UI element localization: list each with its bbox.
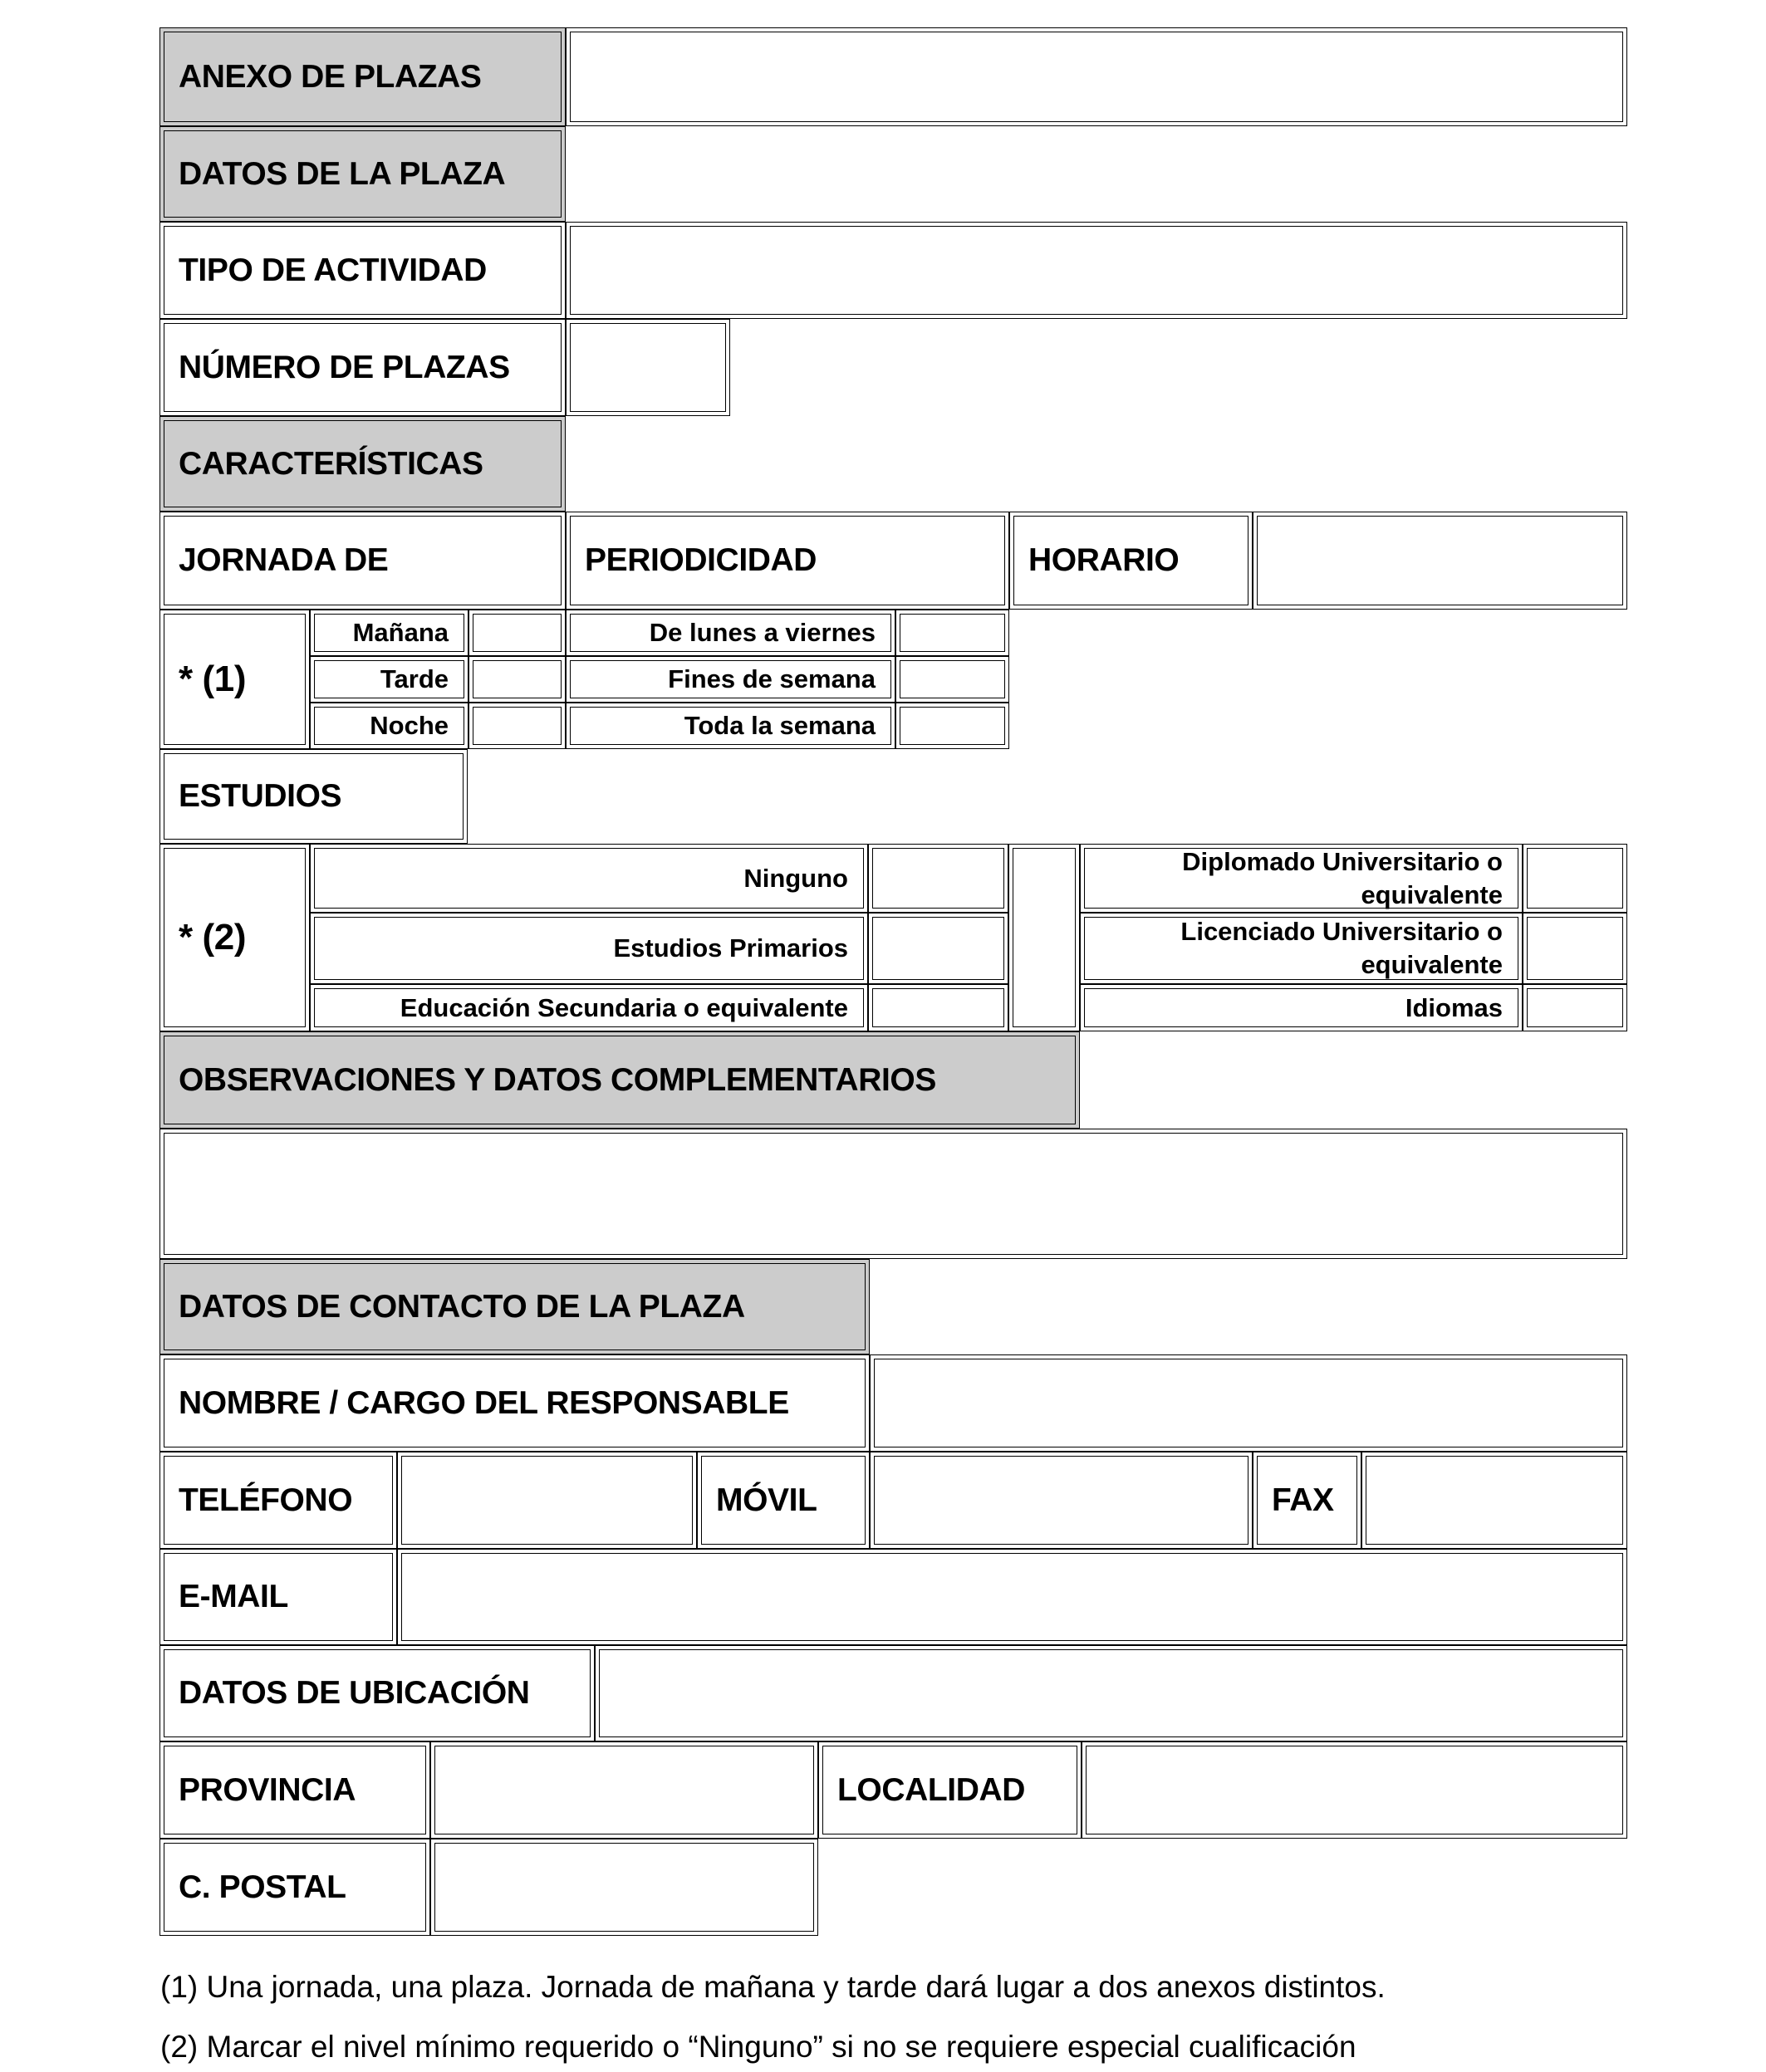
estudios-idiomas-checkbox[interactable]: [1523, 984, 1627, 1031]
email-field[interactable]: [397, 1549, 1627, 1645]
email-label: E-MAIL: [179, 1579, 288, 1614]
estudios-note-ref: * (2): [179, 917, 247, 958]
cpostal-field[interactable]: [430, 1839, 818, 1936]
periodicidad-label: PERIODICIDAD: [585, 542, 817, 578]
estudios-diplomado-checkbox[interactable]: [1523, 844, 1627, 913]
estudios-secundaria-checkbox[interactable]: [868, 984, 1008, 1031]
estudios-primarios-label: Estudios Primarios: [613, 933, 848, 963]
estudios-separator-cell: [1008, 844, 1080, 1031]
periodo-toda-semana-checkbox[interactable]: [895, 703, 1009, 749]
estudios-diplomado-label: Diplomado Universitario o equivalente: [1182, 846, 1503, 909]
turno-manana-checkbox[interactable]: [468, 610, 566, 656]
anexo-label: ANEXO DE PLAZAS: [179, 58, 482, 95]
estudios-primarios-checkbox[interactable]: [868, 913, 1008, 984]
localidad-field[interactable]: [1082, 1741, 1627, 1839]
cpostal-label: C. POSTAL: [179, 1869, 346, 1905]
estudios-label: ESTUDIOS: [179, 778, 342, 814]
observaciones-field[interactable]: [159, 1129, 1627, 1259]
ubicacion-label: DATOS DE UBICACIÓN: [179, 1675, 530, 1711]
tipo-actividad-label: TIPO DE ACTIVIDAD: [179, 252, 487, 288]
jornada-note-ref: * (1): [179, 659, 247, 699]
footnote-1: (1) Una jornada, una plaza. Jornada de mañana y tarde dará lugar a dos anexos distintos.: [160, 1970, 1386, 2004]
contacto-label: DATOS DE CONTACTO DE LA PLAZA: [179, 1288, 745, 1325]
provincia-field[interactable]: [430, 1741, 818, 1839]
fax-field[interactable]: [1361, 1452, 1627, 1549]
estudios-ninguno-checkbox[interactable]: [868, 844, 1008, 913]
provincia-label: PROVINCIA: [179, 1771, 356, 1808]
observaciones-label: OBSERVACIONES Y DATOS COMPLEMENTARIOS: [179, 1061, 936, 1098]
fax-label: FAX: [1272, 1482, 1334, 1518]
turno-manana-label: Mañana: [352, 618, 449, 647]
localidad-label: LOCALIDAD: [837, 1771, 1026, 1808]
caracteristicas-label: CARACTERÍSTICAS: [179, 445, 483, 482]
tipo-actividad-field[interactable]: [566, 222, 1627, 319]
responsable-field[interactable]: [870, 1354, 1627, 1452]
periodo-lunes-viernes-checkbox[interactable]: [895, 610, 1009, 656]
turno-noche-label: Noche: [370, 711, 449, 740]
ubicacion-field[interactable]: [595, 1645, 1627, 1741]
estudios-licenciado-checkbox[interactable]: [1523, 913, 1627, 984]
estudios-secundaria-label: Educación Secundaria o equivalente: [400, 992, 848, 1022]
estudios-ninguno-label: Ninguno: [743, 863, 848, 893]
movil-label: MÓVIL: [716, 1482, 817, 1518]
telefono-label: TELÉFONO: [179, 1482, 353, 1518]
periodo-fines-semana-checkbox[interactable]: [895, 656, 1009, 703]
turno-tarde-label: Tarde: [380, 664, 449, 693]
estudios-idiomas-label: Idiomas: [1405, 992, 1503, 1022]
footnote-2: (2) Marcar el nivel mínimo requerido o “Ninguno” si no se requiere especial cualificación: [160, 2030, 1356, 2064]
numero-plazas-label: NÚMERO DE PLAZAS: [179, 349, 510, 385]
telefono-field[interactable]: [397, 1452, 697, 1549]
horario-label: HORARIO: [1028, 542, 1180, 578]
periodo-lunes-viernes-label: De lunes a viernes: [649, 618, 876, 647]
numero-plazas-field[interactable]: [566, 319, 730, 416]
horario-field[interactable]: [1253, 512, 1627, 610]
anexo-field[interactable]: [566, 27, 1627, 126]
periodo-toda-semana-label: Toda la semana: [684, 711, 876, 740]
datos-plaza-label: DATOS DE LA PLAZA: [179, 155, 506, 192]
responsable-label: NOMBRE / CARGO DEL RESPONSABLE: [179, 1384, 789, 1421]
estudios-licenciado-label: Licenciado Universitario o equivalente: [1180, 917, 1503, 979]
turno-noche-checkbox[interactable]: [468, 703, 566, 749]
movil-field[interactable]: [870, 1452, 1253, 1549]
jornada-label: JORNADA DE: [179, 542, 389, 578]
turno-tarde-checkbox[interactable]: [468, 656, 566, 703]
periodo-fines-semana-label: Fines de semana: [668, 664, 876, 693]
